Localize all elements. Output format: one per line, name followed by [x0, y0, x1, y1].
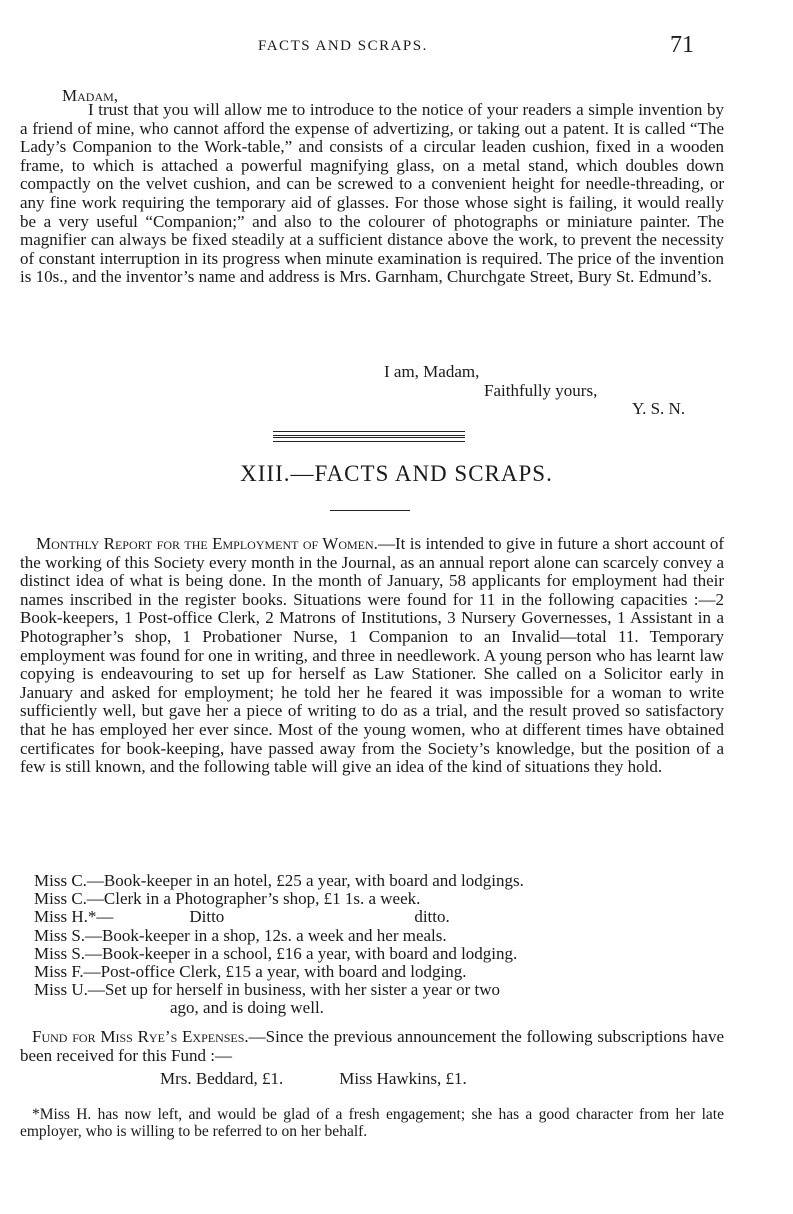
letter-initials: Y. S. N.: [632, 399, 686, 418]
subscription-entry: Miss Hawkins, £1.: [339, 1069, 467, 1088]
letter-greeting: Madam,: [62, 86, 119, 105]
situation-item: Miss S.—Book-keeper in a school, £16 a year, with board and lodging.: [34, 943, 518, 963]
situation-item: Miss C.—Clerk in a Photographer’s shop, £1 1s. a week.: [34, 889, 421, 909]
double-rule-lower: [273, 437, 465, 442]
ditto-mark: ditto.: [414, 907, 450, 927]
subscription-entry: Mrs. Beddard, £1.: [160, 1069, 284, 1088]
situation-item: Miss F.—Post-office Clerk, £15 a year, with board and lodging.: [34, 962, 467, 982]
report-paragraph: [20, 535, 724, 777]
fund-paragraph: [20, 1028, 724, 1065]
situation-name: Miss H.*—: [34, 907, 114, 927]
report-title: Monthly Report for the Employment of Women.: [36, 534, 378, 553]
letter-closing: I am, Madam,: [384, 362, 480, 381]
fund-title: Fund for Miss Rye’s Expenses.: [32, 1027, 249, 1046]
letter-body: I trust that you will allow me to introduce to the notice of your readers a simple invention by a friend of mine, who cannot afford the expense of advertizing, or taking out a patent. It is called “The Lady’s Companion to the Work-table,” and consists of a circular leaden cushion, fixed in a wooden frame, to which is attached a powerful magnifying glass, on a metal stand, which doubles down compactly on the velvet cushion, and can be screwed to a convenient height for needle-threading, or any fine work requiring the temporary aid of glasses. For those whose sight is failing, it would really be a very useful “Companion;” and also to the colourer of photographs or miniature painter. The magnifier can always be fixed steadily at a sufficient distance above the work, to prevent the necessity of constant interruption in its progress when minute examination is required. The price of the invention is 10s., and the inventor’s name and address is Mrs. Garnham, Churchgate Street, Bury St. Edmund’s.: [20, 100, 724, 287]
footnote: *Miss H. has now left, and would be glad of a fresh engagement; she has a good character from her late employer, who is willing to be referred to on her behalf.: [20, 1106, 724, 1140]
fund-body: —Since the previous announcement the following subscriptions have been received for this Fund :—: [20, 1027, 724, 1065]
fund-subscriptions: [160, 1069, 467, 1089]
letter-valediction: Faithfully yours,: [484, 381, 598, 400]
page-number: 71: [670, 32, 694, 58]
report-body: —It is intended to give in future a short account of the working of this Society every month in the Journal, as an annual report alone can scarcely convey a distinct idea of what is being done. In the month of January, 58 applicants for employment had their names inscribed in the register books. Situations were found for 11 in the following capacities :—2 Book-keepers, 1 Post-office Clerk, 2 Matrons of Institutions, 3 Nursery Governesses, 1 Assistant in a Photographer’s shop, 1 Probationer Nurse, 1 Companion to an Invalid—total 11. Temporary employment was found for one in writing, and three in needlework. A young person who has learnt law copying is endeavouring to set up for herself as Law Stationer. She called on a Solicitor early in January and asked for employment; he told her he feared it was impossible for a woman to write sufficiently well, but gave her a piece of writing to do as a trial, and the result proved so satisfactory that he has employed her ever since. Most of the young women, who at different times have obtained certificates for book-keeping, have passed away from the Society’s knowledge, but the position of a few is still known, and the following table will give an idea of the kind of situations they hold.: [20, 534, 724, 777]
double-rule: [273, 431, 465, 436]
section-heading: XIII.—FACTS AND SCRAPS.: [240, 461, 553, 486]
situation-item-ditto: [34, 908, 734, 926]
situation-item: Miss S.—Book-keeper in a shop, 12s. a week and her meals.: [34, 925, 447, 945]
heading-rule: [330, 510, 410, 511]
running-title: FACTS AND SCRAPS.: [258, 38, 428, 54]
situation-item: Miss U.—Set up for herself in business, with her sister a year or two: [34, 980, 501, 1000]
ditto-mark: Ditto: [189, 907, 225, 927]
situation-item: Miss C.—Book-keeper in an hotel, £25 a year, with board and lodgings.: [34, 871, 524, 890]
situations-list: [34, 872, 734, 1018]
situation-item-continuation: ago, and is doing well.: [170, 998, 324, 1018]
running-head: [0, 32, 793, 62]
